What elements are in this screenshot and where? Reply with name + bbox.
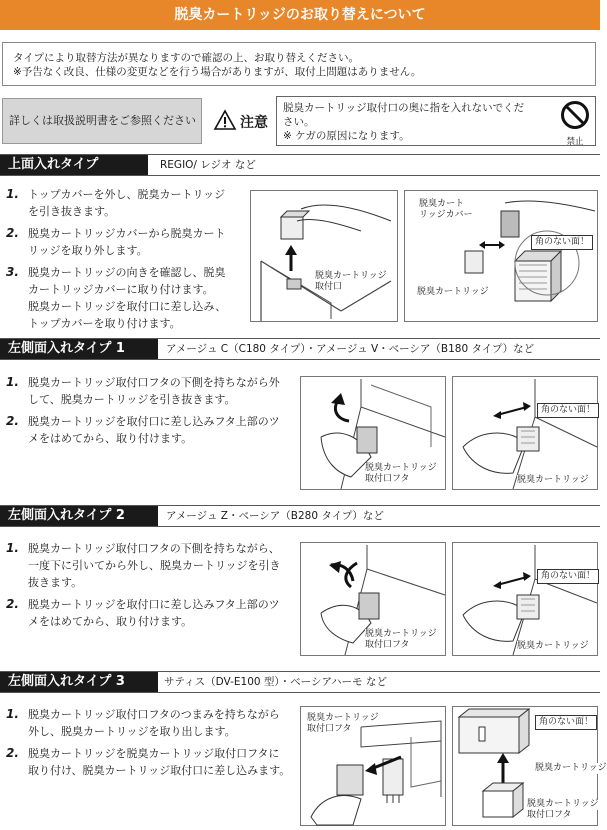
step-item [6,540,296,591]
figure-label: 脱臭カートリッジ [527,799,599,809]
figure-attach-cartridge-3 [452,706,607,826]
step-text: トップカバーを取り付けます。 [28,317,181,330]
step-text: メをはめてから、取り付けます。 [28,432,193,445]
step-number: 1. [6,707,19,721]
step-text: 抜きます。 [28,576,83,589]
section-title: 左側面入れタイプ 2 [0,506,158,526]
step-text: 脱臭カートリッジを取付口に差し込みフタ上部のツ [28,415,280,428]
figure-label: 脱臭カートリッジ [365,629,437,639]
illustration-cartridge-insert-2 [453,543,597,655]
figure-insert-cartridge-1 [452,376,598,490]
corner-note: 角のない面！ [537,403,599,418]
page-title: 脱臭カートリッジのお取り替えについて [174,7,426,23]
step-item [6,225,242,259]
figure-label: 脱臭カートリッジ [417,287,489,297]
step-text: 一度下に引いてから外し、脱臭カートリッジを引き [28,559,281,572]
figure-label: 脱臭カートリッジ [517,641,589,651]
corner-note: 角のない面！ [531,235,593,250]
figure-insert-cartridge-2 [452,542,598,656]
illustration-cartridge-top [251,191,397,321]
figure-label: 脱臭カートリッジ [365,463,437,473]
step-text: 取り付け、脱臭カートリッジ取付口に差し込みます。 [28,764,291,777]
figure-label: 取付口フタ [307,724,352,734]
step-item [6,706,296,740]
steps-left-insert-1 [6,374,296,452]
caution-line-1: 脱臭カートリッジ取付口の奥に指を入れないでくだ [283,102,525,114]
step-item [6,745,296,779]
figure-label: 脱臭カートリッジ [517,475,589,485]
figure-label: 取付口フタ [527,810,572,820]
figure-label: 脱臭カートリッジ [307,713,379,723]
step-number: 2. [6,597,19,611]
section-subtitle: アメージュ C（C180 タイプ）・アメージュ V・ベーシア（B180 タイプ）など [166,343,535,355]
section-subtitle: サティス（DV-E100 型）・ベーシアハーモ など [164,676,387,688]
caution-label: 注意 [240,115,268,131]
figure-label: 脱臭カートリッジ [315,271,387,281]
step-item [6,596,296,630]
warning-triangle-icon [214,110,236,130]
step-number: 2. [6,414,19,428]
step-text: 脱臭カートリッジ取付口フタのつまみを持ちながら [28,708,280,721]
step-item [6,374,296,408]
prohibit-label: 禁止 [566,137,584,147]
step-text: 脱臭カートリッジを脱臭カートリッジ取付口フタに [28,747,280,760]
notice-box [2,42,596,86]
section-subtitle: REGIO/ レジオ など [160,159,256,171]
figure-label: 脱臭カートリッジ [535,763,607,773]
section-header-left-insert-2 [0,505,600,527]
steps-left-insert-3 [6,706,296,784]
manual-reference-text: 詳しくは取扱説明書をご参照ください [9,114,196,127]
step-number: 3. [6,265,19,279]
step-item [6,186,242,220]
section-subtitle: アメージュ Z・ベーシア（B280 タイプ）など [166,510,384,522]
steps-top-insert [6,186,242,337]
step-text: 脱臭カートリッジ取付口フタの下側を持ちながら、 [28,542,280,555]
prohibit-sign [554,96,596,146]
section-header-left-insert-1 [0,338,600,360]
step-text: 脱臭カートリッジの向きを確認し、脱臭 [28,266,226,279]
figure-remove-cartridge-top [250,190,398,322]
figure-remove-lid-3 [300,706,446,826]
step-text: 脱臭カートリッジを取付口に差し込みフタ上部のツ [28,598,280,611]
step-text: カートリッジカバーに取り付けます。 [28,283,214,296]
step-text: 脱臭カートリッジカバーから脱臭カート [28,227,226,240]
step-item [6,264,242,332]
section-title: 左側面入れタイプ 1 [0,339,158,359]
step-text: 脱臭カートリッジを取付口に差し込み、 [28,300,227,313]
steps-left-insert-2 [6,540,296,635]
figure-remove-lid-1 [300,376,446,490]
figure-label: リッジカバー [419,210,473,220]
step-text: リッジを取り外します。 [28,244,148,257]
figure-label: 取付口フタ [365,640,410,650]
step-item [6,413,296,447]
figure-cartridge-cover [404,190,598,322]
step-number: 1. [6,187,19,201]
notice-line-2: ※予告なく改良、仕様の変更などを行う場合がありますが、取付上問題はありません。 [13,66,422,78]
corner-note: 角のない面！ [537,569,599,584]
caution-box [276,96,596,146]
step-text: トップカバーを外し、脱臭カートリッジ [28,188,226,201]
section-header-left-insert-3 [0,671,600,693]
figure-remove-lid-2 [300,542,446,656]
page-title-banner [0,0,600,30]
step-number: 1. [6,541,19,555]
step-text: 外し、脱臭カートリッジを取り出します。 [28,725,236,738]
corner-note: 角のない面！ [535,715,597,730]
step-number: 1. [6,375,19,389]
step-text: を引き抜きます。 [28,205,116,218]
step-text: 脱臭カートリッジ取付口フタの下側を持ちながら外 [28,376,280,389]
step-text: メをはめてから、取り付けます。 [28,615,193,628]
section-header-top-insert [0,154,600,176]
no-entry-icon [560,100,590,130]
illustration-cartridge-insert-1 [453,377,597,489]
step-text: して、脱臭カートリッジを引き抜きます。 [28,393,236,406]
figure-label: 取付口 [315,282,343,292]
section-title: 左側面入れタイプ 3 [0,672,158,692]
section-title: 上面入れタイプ [0,155,148,175]
step-number: 2. [6,746,19,760]
caution-line-2: さい。 [283,116,315,128]
figure-label: 取付口フタ [365,474,410,484]
notice-line-1: タイプにより取替方法が異なりますので確認の上、お取り替えください。 [13,52,359,64]
manual-reference-box [2,98,202,144]
figure-label: 脱臭カート [419,199,465,209]
step-number: 2. [6,226,19,240]
caution-line-3: ※ ケガの原因になります。 [283,130,410,142]
